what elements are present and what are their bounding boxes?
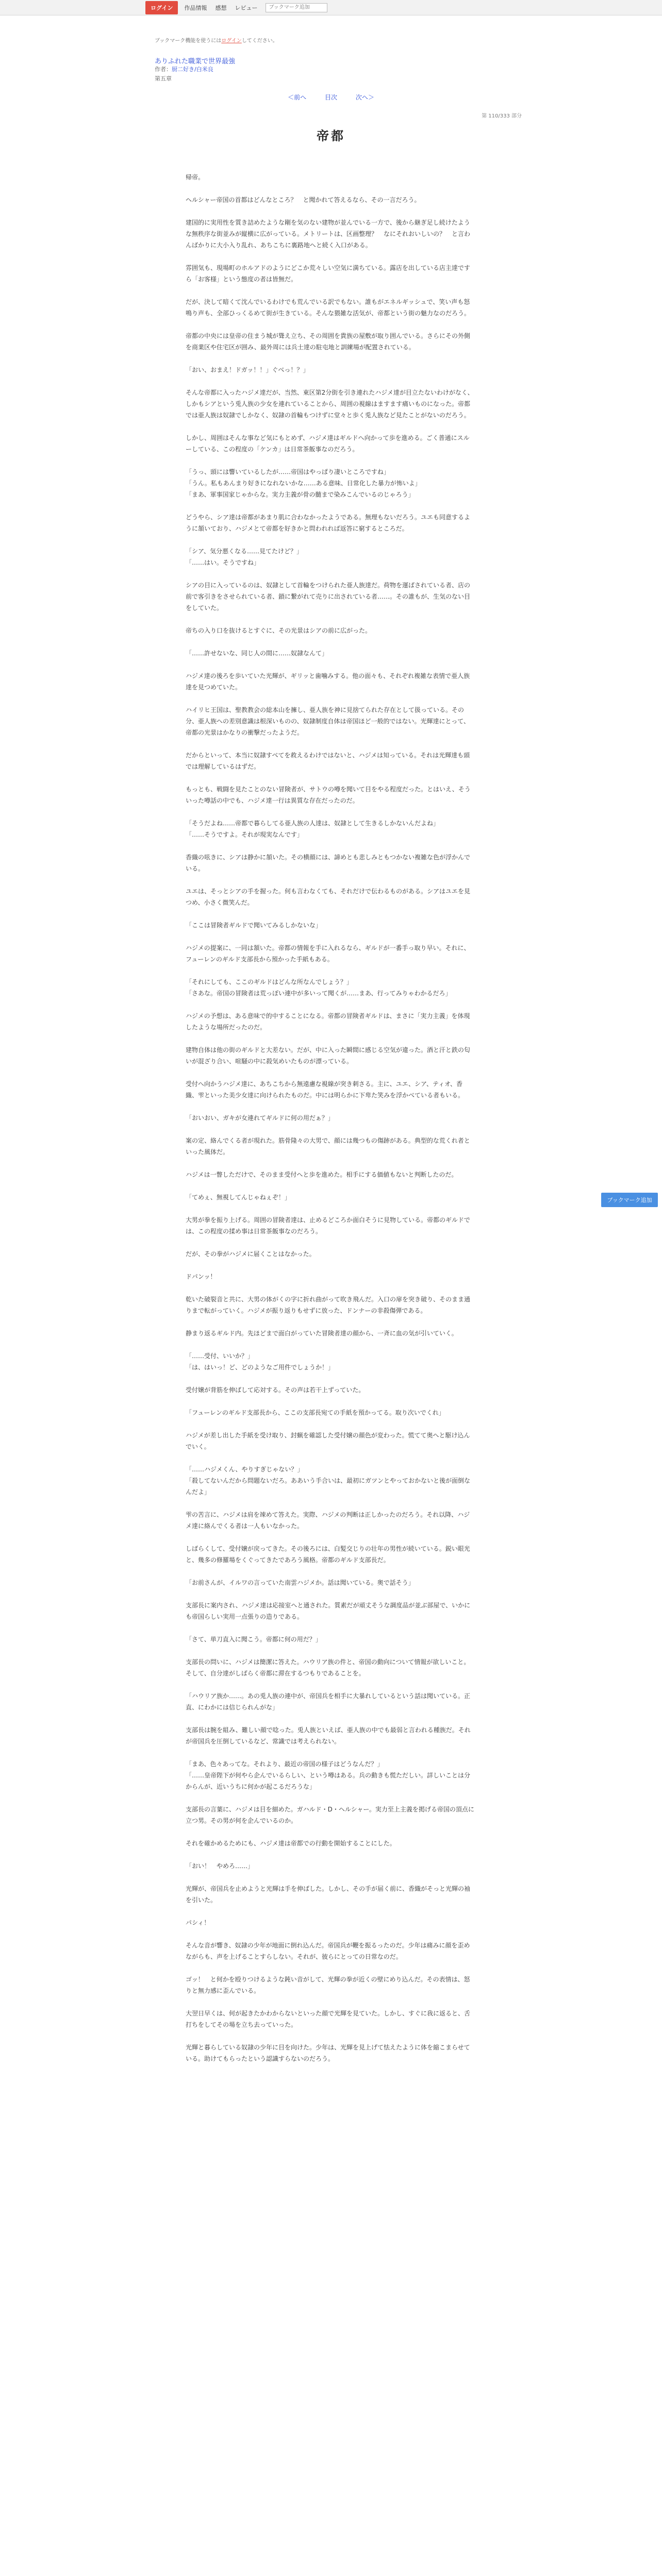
paragraph: 帝ちの入り口を抜けるとすぐに、その光景はシアの前に広がった。 — [186, 627, 372, 634]
paragraph: だからといって、本当に奴隷すべてを救えるわけではないと、ハジメは知っている。それは光輝達も頭では理解しているはずだ。 — [186, 752, 470, 770]
paragraph: ハジメの提案に、一同は頷いた。帝都の情報を手に入れるなら、ギルドが一番手っ取り早い。それに、フューレンのギルド支部長から預かった手紙もある。 — [186, 944, 470, 963]
paragraph: 「まあ、色々あってな。それより、最近の帝国の様子はどうなんだ？」 「……皇帝陛下が何やら企んでいるらしい、という噂はある。兵の動きも慌ただしい。詳しいことは分からんが、近いうちに何かが起こるだろうな」 — [186, 1760, 471, 1790]
paragraph: もっとも、戦闘を見たことのない冒険者が、サトウの噂を聞いて目をやる程度だった。とはいえ、そういった噂話の中でも、ハジメ達一行は異質な存在だったのだ。 — [186, 786, 471, 804]
paragraph: ハジメが差し出した手紙を受け取り、封蝋を確認した受付嬢の顔色が変わった。慌てて奥へと駆け込んでいく。 — [186, 1432, 470, 1450]
paragraph: 「ハウリア族か……。あの兎人族の連中が、帝国兵を相手に大暴れしているという話は聞いている。正直、にわかには信じられんがな」 — [186, 1692, 471, 1711]
paragraph: 「それにしても、ここのギルドはどんな所なんでしょう？」 「さあな。帝国の冒険者は荒っぽい連中が多いって聞くが……まあ、行ってみりゃわかるだろ」 — [186, 978, 452, 997]
paragraph: どうやら、シア達は帝都があまり肌に合わなかったようである。無理もないだろう。ユエも同意するように頷いており、ハジメとて帝都を好きかと問われれば返答に窮するところだ。 — [186, 514, 471, 532]
login-button[interactable]: ログイン — [145, 1, 178, 14]
paragraph: そんな音が響き、奴隷の少年が地面に倒れ込んだ。帝国兵が鞭を振るったのだ。少年は痛みに顔を歪めながらも、声を上げることすらしない。それが、彼らにとっての日常なのだ。 — [186, 1942, 470, 1960]
paragraph: ハイリヒ王国は、聖教教会の総本山を擁し、亜人族を神に見捨てられた存在として扱っている。その分、亜人族への差別意識は根深いものの、奴隷制度自体は帝国ほど一般的ではない。光輝達にとって、帝都の光景はかなりの衝撃だったようだ。 — [186, 706, 470, 736]
paragraph: 「お前さんが、イルワの言っていた南雲ハジメか。話は聞いている。奥で話そう」 — [186, 1579, 415, 1586]
bookmark-add-button[interactable]: ブックマーク追加 — [601, 1193, 658, 1207]
paragraph: 建物自体は他の街のギルドと大差ない。だが、中に入った瞬間に感じる空気が違った。酒と汗と鉄の匂いが混ざり合い、喧騒の中に殺気めいたものが漂っている。 — [186, 1046, 470, 1065]
notice-text-after: してください。 — [241, 38, 278, 44]
paragraph: 「おい！ やめろ……」 — [186, 1862, 254, 1870]
paragraph: そんな帝都に入ったハジメ達だが、当然、東区第2分街を引き連れたハジメ達が目立たないわけがなく、しかもシアという兎人族の少女を連れていることから、周囲の視線はますます痛いものになった。帝都では亜人族は奴隷でしかなく、奴隷の首輪もつけずに堂々と歩く兎人族など見たことがないのだろう。 — [186, 389, 474, 419]
paragraph: ハジメ達の後ろを歩いていた光輝が、ギリッと歯噛みする。他の面々も、それぞれ複雑な表情で亜人族達を見つめていた。 — [186, 672, 470, 691]
paragraph: 受付嬢が背筋を伸ばして応対する。その声は若干上ずっていた。 — [186, 1386, 365, 1394]
paragraph: 光輝と暮らしている奴隷の少年に目を向けた。少年は、光輝を見上げて怯えたように体を縮こまらせている。助けてもらったという認識すらないのだろう。 — [186, 2044, 470, 2062]
paragraph: 「ここは冒険者ギルドで聞いてみるしかないな」 — [186, 922, 322, 929]
paragraph: ハジメは一瞥しただけで、そのまま受付へと歩を進めた。相手にする価値もないと判断したのだ。 — [186, 1171, 458, 1178]
paragraph: 乾いた破裂音と共に、大男の体がくの字に折れ曲がって吹き飛んだ。入口の扉を突き破り、そのまま通りまで転がっていく。ハジメが振り返りもせずに放った、ドンナーの非殺傷弾である。 — [186, 1296, 471, 1314]
bookmark-add-input[interactable] — [266, 3, 327, 12]
paragraph: 「……許せないな、同じ人の間に……奴隷なんて」 — [186, 650, 328, 657]
paragraph: ドパンッ！ — [186, 1273, 217, 1280]
paragraph: 「おい、おまえ！ドガッ！！」ぐべっ！？」 — [186, 366, 309, 374]
paragraph: 「フューレンのギルド支部長から、ここの支部長宛ての手紙を預かってる。取り次いでくれ」 — [186, 1409, 445, 1416]
login-notice — [155, 36, 278, 44]
paragraph: ゴッ！ と何かを殴りつけるような鈍い音がして、光輝の拳が近くの壁にめり込んだ。その表情は、怒りと無力感に歪んでいる。 — [186, 1976, 470, 1994]
top-bar — [0, 0, 662, 15]
paragraph: 雰囲気も、現場町のホルアドのようにどこか荒々しい空気に満ちている。露店を出している店主達ですら「お客様」という態度の者は皆無だ。 — [186, 264, 470, 283]
episode-progress: 第 110/333 部分 — [482, 113, 522, 119]
paragraph: 「さて、単刀直入に聞こう。帝都に何の用だ？」 — [186, 1636, 322, 1643]
author-label: 作者： — [155, 66, 172, 73]
paragraph: 雫の苦言に、ハジメは肩を竦めて答えた。実際、ハジメの判断は正しかったのだろう。それ以降、ハジメ達に絡んでくる者は一人もいなかった。 — [186, 1511, 470, 1530]
paragraph: 帝都の中央には皇帝の住まう城が聳え立ち、その周囲を貴族の屋敷が取り囲んでいる。さらにその外側を商業区や住宅区が囲み、最外周には兵士達の駐屯地と訓練場が配置されている。 — [186, 332, 471, 351]
paragraph: 支部長の言葉に、ハジメは目を細めた。ガハルド・D・ヘルシャー。実力至上主義を掲げる帝国の頂点に立つ男。その男が何を企んでいるのか。 — [186, 1806, 474, 1824]
paragraph: 「……ハジメくん、やりすぎじゃない？」 「殺してないんだから問題ないだろ。ああいう手合いは、最初にガツンとやっておかないと後が面倒なんだよ」 — [186, 1466, 471, 1496]
author-line — [155, 65, 213, 73]
paragraph: しかし、周囲はそんな事など気にもとめず、ハジメ達はギルドへ向かって歩を進める。ごく普通にスルーしている、この程度の「ケンカ」は日常茶飯事なのだろう。 — [186, 434, 470, 453]
paragraph: 香織の呟きに、シアは静かに頷いた。その横顔には、諦めとも悲しみともつかない複雑な色が浮かんでいる。 — [186, 854, 471, 872]
next-link[interactable]: 次へ＞ — [355, 94, 374, 101]
paragraph: 光輝が、帝国兵を止めようと光輝は手を伸ばした。しかし、その手が届く前に、香織がそっと光輝の袖を引いた。 — [186, 1885, 471, 1904]
paragraph: ヘルシャー帝国の首都はどんなところ？ と聞かれて答えるなら、その一言だろう。 — [186, 196, 421, 204]
paragraph: 「シア、気分悪くなる……見てたけど？」 「……はい。そうですね」 — [186, 548, 303, 566]
series-title-link[interactable]: ありふれた職業で世界最強 — [155, 58, 236, 65]
paragraph: 大男が拳を振り上げる。周囲の冒険者達は、止めるどころか面白そうに見物している。帝都のギルドでは、この程度の揉め事は日常茶飯事なのだろう。 — [186, 1216, 470, 1235]
paragraph: 「そうだよね……帝都で暮らしてる亜人族の人達は、奴隷として生きるしかないんだよね」 「……そうですよ。それが現実なんです」 — [186, 820, 440, 838]
paragraph: 「おいおい、ガキが女連れてギルドに何の用だぁ？」 — [186, 1114, 334, 1122]
paragraph: だが、その拳がハジメに届くことはなかった。 — [186, 1250, 316, 1258]
paragraph: 帰帝。 — [186, 174, 205, 181]
paragraph: 「うっ、頭には響いているしたが……帝国はやっぱり凄いところですね」 「うん。私もあんまり好きになれないかな……ある意味、日常化した暴力が怖いよ」 「まあ、軍事国家じゃからな。実力主義が骨の髄まで染みこんでいるのじゃろう」 — [186, 468, 421, 498]
paragraph: だが、決して暗くて沈んでいるわけでも荒んでいる訳でもない。誰もがエネルギッシュで、笑い声も怒鳴り声も、全部ひっくるめて街が生きている。そんな猥雑な活気が、帝都という街の魅力なのだろう。 — [186, 298, 471, 317]
paragraph: 「……受付、いいか？」 「は、はいっ！ど、どのようなご用件でしょうか！」 — [186, 1352, 335, 1371]
nav-reviews[interactable]: レビュー — [235, 4, 258, 11]
paragraph: 支部長の問いに、ハジメは簡潔に答えた。ハウリア族の件と、帝国の動向について情報が欲しいこと。そして、自分達がしばらく帝都に滞在するつもりであることを。 — [186, 1658, 470, 1677]
paragraph: パシィ！ — [186, 1919, 210, 1926]
paragraph: ハジメの予想は、ある意味で的中することになる。帝都の冒険者ギルドは、まさに「実力主義」を体現したような場所だったのだ。 — [186, 1012, 470, 1031]
nav-work-info[interactable]: 作品情報 — [184, 4, 207, 11]
paragraph: 支部長に案内され、ハジメ達は応接室へと通された。質素だが頑丈そうな調度品が並ぶ部屋で、いかにも帝国らしい実用一点張りの造りである。 — [186, 1602, 471, 1620]
toc-link[interactable]: 目次 — [324, 94, 337, 101]
paragraph: 支部長は腕を組み、難しい顔で唸った。兎人族といえば、亜人族の中でも最弱と言われる種族だ。それが帝国兵を圧倒しているなど、常識では考えられない。 — [186, 1726, 471, 1745]
novel-body — [186, 172, 474, 2076]
nav-impressions[interactable]: 感想 — [215, 4, 227, 11]
author-link[interactable]: 厨二好き/白米良 — [172, 66, 213, 73]
paragraph: それを確かめるためにも、ハジメ達は帝都での行動を開始することにした。 — [186, 1840, 396, 1847]
prev-link[interactable]: ＜前へ — [288, 94, 307, 101]
notice-text-before: ブックマーク機能を使うには — [155, 38, 222, 44]
paragraph: しばらくして、受付嬢が戻ってきた。その後ろには、白髪交じりの壮年の男性が続いている。鋭い眼光と、幾多の修羅場をくぐってきたであろう風格。帝都のギルド支部長だ。 — [186, 1545, 470, 1564]
paragraph: ユエは、そっとシアの手を握った。何も言わなくても、それだけで伝わるものがある。シアはユエを見つめ、小さく微笑んだ。 — [186, 888, 471, 906]
paragraph: 大翌日早くは、何が起きたかわからないといった顔で光輝を見ていた。しかし、すぐに我に返ると、舌打ちをしてその場を立ち去っていった。 — [186, 2010, 471, 2028]
episode-title: 帝都 — [317, 129, 345, 143]
pager-top — [0, 93, 662, 101]
paragraph: 受付へ向かうハジメ達に、あちこちから無遠慮な視線が突き刺さる。主に、ユエ、シア、ティオ、香織、雫といった美少女達に向けられたものだ。中には明らかに下卑た笑みを浮かべている者もいる。 — [186, 1080, 465, 1099]
notice-login-link[interactable]: ログイン — [221, 38, 242, 44]
paragraph: 案の定、絡んでくる者が現れた。筋骨隆々の大男で、顔には幾つもの傷跡がある。典型的な荒くれ者といった風体だ。 — [186, 1137, 470, 1156]
chapter-heading: 第五章 — [155, 75, 172, 82]
paragraph: シアの目に入っているのは、奴隷として首輪をつけられた亜人族達だ。荷物を運ばされている者、店の前で客引きをさせられている者、鎖に繋がれて売りに出されている者……。その誰もが、生気のない目をしていた。 — [186, 582, 471, 612]
paragraph: 静まり返るギルド内。先ほどまで面白がっていた冒険者達の顔から、一斉に血の気が引いていく。 — [186, 1330, 458, 1337]
paragraph: 「てめぇ、無視してんじゃねぇぞ！」 — [186, 1194, 291, 1201]
paragraph: 建国的に実用性を質き詰めたような剛を気のない建物が並んでいる一方で、後から継ぎ足し続けたような無秩序な街並みが縦横に広がっている。メトリートは、区画整理？ なにそれおいしいの？ と言わんばかりに大小入り乱れ、あちこちに裏路地へと続く入口がある。 — [186, 219, 471, 249]
